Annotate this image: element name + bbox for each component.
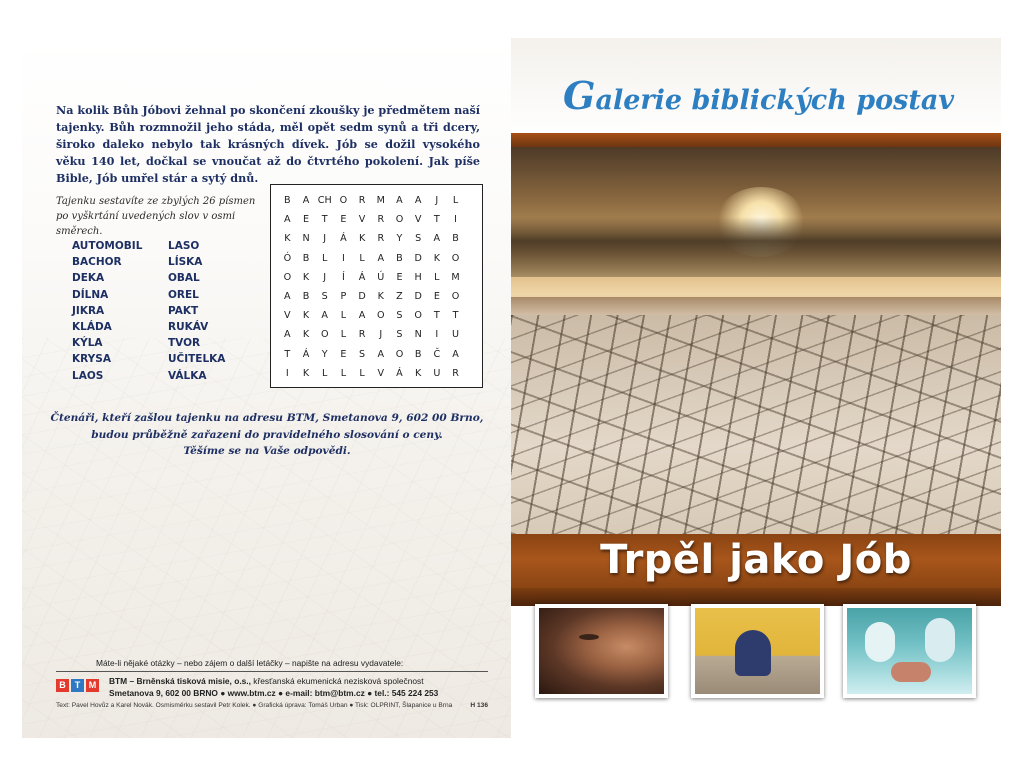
btm-logo (56, 679, 101, 692)
grid-cell: L (322, 252, 328, 264)
word-item: LASO (168, 240, 200, 252)
grid-cell: R (358, 195, 366, 207)
word-item: TVOR (168, 337, 201, 350)
grid-cell: O (451, 291, 460, 303)
grid-cell: T (321, 214, 328, 226)
grid-cell: A (284, 329, 291, 341)
dark-cloud (511, 217, 1001, 277)
grid-cell: Ú (377, 271, 385, 283)
word-item: DEKA (72, 272, 105, 285)
publisher-contact: Smetanova 9, 602 00 BRNO ● www.btm.cz ● e-mail: btm@btm.cz ● tel.: 545 224 253 (109, 687, 439, 698)
grid-cell: A (302, 195, 310, 207)
grid-cell: D (414, 252, 422, 264)
grid-cell: J (323, 271, 327, 283)
grid-cell: P (340, 291, 347, 303)
leaflet-code: H 136 (470, 702, 488, 709)
word-item: JIKRA (72, 304, 105, 317)
horizon (511, 297, 1001, 317)
grid-cell: J (435, 195, 439, 207)
word-item: KÝLA (72, 337, 103, 350)
left-page (22, 38, 511, 738)
grid-cell: A (433, 233, 441, 245)
grid-cell: Á (340, 233, 347, 245)
grid-cell: E (303, 214, 310, 226)
grid-cell: N (302, 233, 310, 245)
grid-row (278, 249, 465, 268)
grid-row (278, 306, 465, 325)
grid-cell: A (414, 195, 422, 207)
grid-cell: T (433, 310, 440, 322)
grid-cell: E (396, 271, 403, 283)
word-item: LAOS (72, 369, 104, 382)
grid-cell: D (358, 291, 366, 303)
headline: Trpěl jako Jób (600, 537, 912, 583)
grid-row (278, 210, 465, 229)
credits-text: Text: Pavel Hovůz a Karel Novák. Osmisměrku sestavil Petr Kolek. ● Grafická úprava: Tomáš Urban ● Tisk: OLPRINT, Šlapanice u Brna (56, 702, 453, 709)
grid-cell: O (414, 310, 422, 322)
word-item: UČITELKA (168, 353, 226, 366)
grid-cell: L (340, 367, 347, 379)
word-item: VÁLKA (168, 369, 207, 382)
grid-cell: K (302, 310, 310, 322)
grid-row (278, 345, 465, 364)
readers-note (42, 410, 492, 460)
grid-cell: L (340, 310, 347, 322)
publisher-footer (56, 658, 496, 709)
grid-cell: I (341, 252, 345, 264)
intro-paragraph: Na kolik Bůh Jóbovi žehnal po skončení zkoušky je předmětem naší tajenky. Bůh rozmnožil jeho stáda, měl opět sedm synů a tři dcery, široko daleko nebylo tak krásných dívek. Jób se dožil vysokého věku 140 let, dočkal se vnoučat až do čtvrtého pokolení. Jak píše Bible, Jób umřel stár a sytý dnů. (56, 103, 480, 185)
grid-cell: O (283, 271, 292, 283)
grid-cell: L (340, 329, 347, 341)
logo-letter: M (86, 679, 99, 692)
grid-cell: V (358, 214, 366, 226)
grid-cell: S (415, 233, 422, 245)
grid-cell: J (379, 329, 383, 341)
word-list (72, 238, 252, 384)
grid-cell: B (452, 233, 459, 245)
word-item: KRYSA (72, 353, 111, 366)
publisher-desc: křesťanská ekumenická nezisková společnost (250, 676, 424, 686)
grid-cell: Č (433, 348, 441, 360)
grid-cell: A (396, 195, 403, 207)
grid-cell: S (321, 291, 328, 303)
grid-cell: L (359, 252, 365, 264)
grid-cell: Z (396, 291, 403, 303)
grid-cell: A (284, 291, 291, 303)
grid-cell: S (359, 348, 366, 360)
grid-cell: K (302, 271, 310, 283)
grid-cell: K (302, 329, 310, 341)
thumbnail-surgeons (843, 604, 976, 698)
grid-cell: O (377, 310, 385, 322)
title-initial: G (563, 73, 596, 118)
grid-cell: M (376, 195, 385, 207)
grid-cell: T (284, 348, 291, 360)
grid-cell: A (321, 310, 328, 322)
grid-cell: Á (358, 271, 366, 283)
grid-cell: CH (317, 195, 332, 207)
grid-row (278, 191, 465, 210)
readers-line-3: Těšíme se na Vaše odpovědi. (183, 445, 351, 457)
grid-cell: A (452, 348, 459, 360)
grid-row (278, 325, 465, 344)
grid-cell: T (433, 214, 440, 226)
grid-cell: A (377, 252, 385, 264)
grid-row (278, 364, 465, 383)
grid-cell: H (414, 271, 422, 283)
grid-cell: K (302, 367, 310, 379)
grid-cell: L (434, 271, 440, 283)
grid-cell: A (358, 310, 366, 322)
grid-row (278, 268, 465, 287)
grid-cell: U (452, 329, 460, 341)
grid-cell: U (433, 367, 441, 379)
grid-cell: Á (302, 348, 310, 360)
grid-cell: B (302, 291, 310, 303)
grid-cell: E (340, 214, 347, 226)
grid-cell: L (322, 367, 328, 379)
grid-cell: D (414, 291, 422, 303)
grid-cell: Ó (283, 252, 292, 264)
contact-question: Máte-li nějaké otázky – nebo zájem o další letáčky – napište na adresu vydavatele: (96, 658, 404, 668)
grid-cell: K (358, 233, 366, 245)
grid-cell: Á (396, 367, 403, 379)
grid-cell: I (435, 329, 439, 341)
grid-cell: V (414, 214, 422, 226)
grid-cell: O (451, 252, 460, 264)
grid-cell: O (339, 195, 348, 207)
grid-cell: L (452, 195, 459, 207)
grid-cell: L (359, 367, 365, 379)
grid-cell: R (377, 233, 385, 245)
word-item: KLÁDA (72, 321, 112, 334)
puzzle-instructions: Tajenku sestavíte ze zbylých 26 písmen po vyškrtání uvedených slov v osmi směrech. (56, 196, 256, 237)
word-search-grid (270, 184, 483, 388)
grid-cell: I (285, 367, 289, 379)
grid-cell: B (302, 252, 310, 264)
grid-cell: S (396, 329, 403, 341)
grid-cell: K (433, 252, 440, 264)
word-item: BACHOR (72, 256, 122, 269)
grid-row (278, 287, 465, 306)
word-item: RUKÁV (168, 321, 209, 334)
publisher-name: BTM – Brněnská tisková misie, o.s., (109, 676, 251, 686)
word-item: LÍSKA (168, 256, 203, 269)
grid-cell: O (395, 214, 404, 226)
word-item: PAKT (168, 304, 199, 317)
grid-cell: I (454, 214, 457, 226)
readers-line-2: budou průběžně zařazeni do pravidelného slosování o ceny. (91, 428, 443, 441)
grid-cell: A (284, 214, 291, 226)
top-brown-band (511, 133, 1001, 147)
grid-cell: E (340, 348, 347, 360)
grid-cell: B (414, 348, 422, 360)
readers-line-1: Čtenáři, kteří zašlou tajenku na adresu BTM, Smetanova 9, 602 00 Brno, (50, 412, 484, 424)
grid-cell: B (284, 195, 291, 207)
thumbnail-face (535, 604, 668, 698)
word-item: OBAL (168, 272, 200, 285)
grid-cell: V (284, 310, 291, 322)
grid-cell: V (377, 367, 385, 379)
grid-cell: K (415, 367, 422, 379)
grid-cell: M (451, 271, 460, 283)
footer-divider (56, 671, 488, 672)
grid-cell: S (396, 310, 403, 322)
word-item: DÍLNA (72, 288, 109, 301)
logo-letter: B (56, 679, 69, 692)
grid-cell: E (433, 291, 440, 303)
word-item: AUTOMOBIL (72, 240, 143, 252)
grid-cell: K (377, 291, 384, 303)
grid-cell: A (377, 348, 385, 360)
grid-cell: B (396, 252, 403, 264)
grid-cell: K (284, 233, 291, 245)
thumbnail-sitting-person (691, 604, 824, 698)
word-item: OREL (168, 288, 199, 301)
grid-cell: N (414, 329, 422, 341)
grid-cell: Y (321, 348, 328, 360)
grid-cell: R (377, 214, 385, 226)
grid-cell: O (320, 329, 329, 341)
grid-cell: Í (341, 271, 345, 283)
grid-cell: T (452, 310, 459, 322)
grid-cell: J (323, 233, 327, 245)
cracked-ground (511, 315, 1001, 534)
right-page (511, 38, 1001, 738)
series-title (563, 73, 954, 118)
grid-cell: R (358, 329, 366, 341)
grid-row (278, 229, 465, 248)
grid-cell: R (452, 367, 459, 379)
publisher-address (109, 676, 438, 699)
grid-cell: O (395, 348, 404, 360)
logo-letter: T (71, 679, 84, 692)
title-rest: alerie biblických postav (595, 85, 955, 116)
grid-cell: Y (396, 233, 403, 245)
cracked-desert-photo (511, 147, 1001, 534)
